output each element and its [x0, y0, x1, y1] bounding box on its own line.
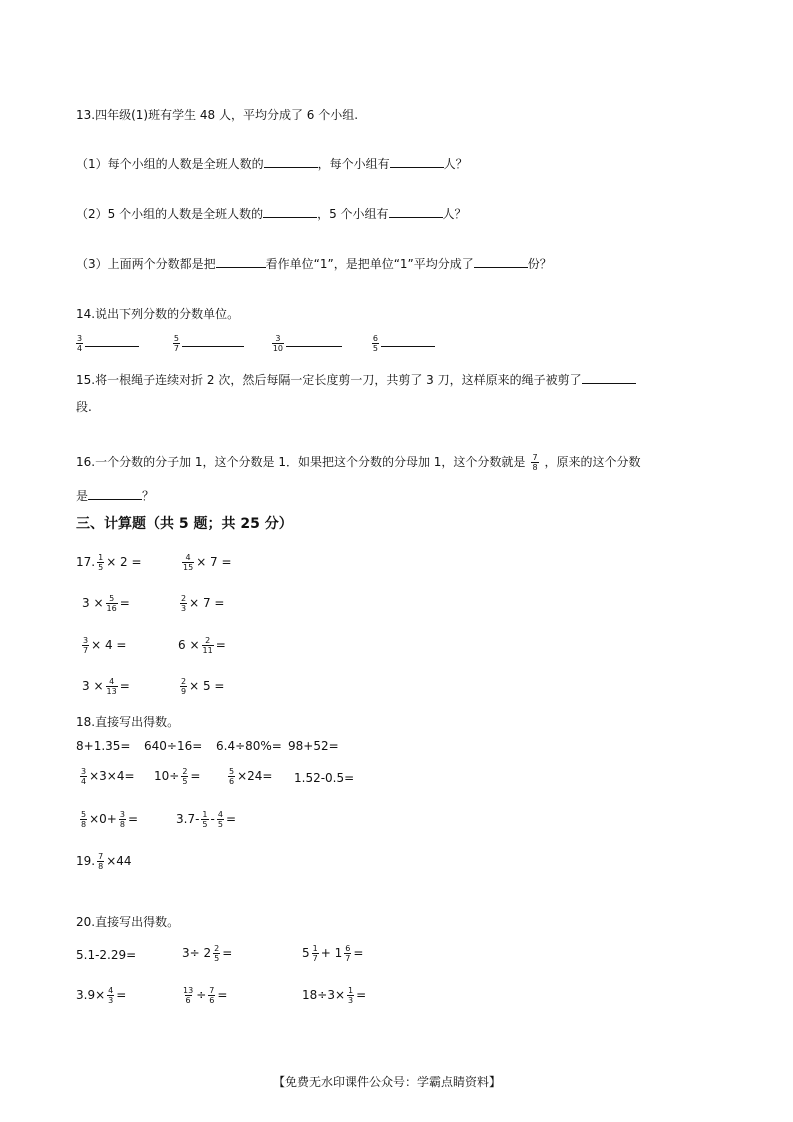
- q16-line2: 是 ？: [76, 489, 155, 503]
- q17-row2a: 3 × $\frac{5}{16}$ =: [82, 594, 130, 613]
- q18-row1-item: 8+1.35=: [76, 739, 131, 753]
- fraction: $\frac{7}{8}$: [532, 453, 538, 472]
- q17-row1b: $\frac{4}{15}$ × 7 =: [183, 553, 232, 572]
- q13-part1: （1）每个小组的人数是全班人数的 ，每个小组有 人？: [76, 157, 468, 171]
- q14-title: 14.说出下列分数的分数单位。: [76, 307, 240, 321]
- answer-blank[interactable]: [582, 371, 636, 384]
- q17-row4b: $\frac{2}{9}$ × 5 =: [181, 677, 225, 696]
- q18-row3b: 3.7- $\frac{1}{5}$ - $\frac{4}{5}$ =: [176, 810, 237, 829]
- answer-blank[interactable]: [390, 155, 444, 168]
- answer-blank[interactable]: [381, 334, 435, 347]
- q15-line1: 15.将一根绳子连续对折 2 次，然后每隔一定长度剪一刀，共剪了 3 刀，这样原来的绳子被剪了: [76, 371, 636, 388]
- section-heading: 三、计算题（共 5 题；共 25 分）: [76, 516, 293, 532]
- answer-blank[interactable]: [264, 155, 318, 168]
- answer-blank[interactable]: [182, 334, 244, 347]
- q18-row2a: $\frac{3}{4}$ ×3×4=: [81, 767, 135, 786]
- fraction: $\frac{3}{4}$: [77, 334, 83, 353]
- q17-row3a: $\frac{3}{7}$ × 4 =: [83, 636, 127, 655]
- q17-row4a: 3 × $\frac{4}{13}$ =: [82, 677, 130, 696]
- answer-blank[interactable]: [389, 205, 443, 218]
- q17-row2b: $\frac{2}{3}$ × 7 =: [181, 594, 225, 613]
- fraction: $\frac{3}{10}$: [272, 334, 284, 353]
- q20-title: 20.直接写出得数。: [76, 915, 180, 929]
- fraction: $\frac{6}{5}$: [372, 334, 378, 353]
- q13-part3: （3）上面两个分数都是把 看作单位“1”，是把单位“1”平均分成了 份？: [76, 257, 552, 271]
- answer-blank[interactable]: [88, 487, 142, 500]
- q18-row2b: 10÷ $\frac{2}{5}$ =: [154, 767, 201, 786]
- q18-row3a: $\frac{5}{8}$ ×0+ $\frac{3}{8}$ =: [81, 810, 138, 829]
- q16-line1: 16.一个分数的分子加 1，这个分数是 1．如果把这个分数的分母加 1，这个分数就是 $\frac{7}{8}$ ，原来的这个分数: [76, 453, 641, 472]
- q20-row2a: 3.9× $\frac{4}{3}$ =: [76, 986, 127, 1005]
- q14-fractions: [74, 334, 435, 353]
- q18-row1-item: 640÷16=: [144, 739, 203, 753]
- q19: 19. $\frac{7}{8}$ ×44: [76, 852, 132, 871]
- q18-row1-item: 98+52=: [288, 739, 339, 753]
- answer-blank[interactable]: [474, 255, 528, 268]
- answer-blank[interactable]: [286, 334, 342, 347]
- q13-title: 13.四年级(1)班有学生 48 人，平均分成了 6 个小组.: [76, 108, 359, 122]
- q17-row3b: 6 × $\frac{2}{11}$ =: [178, 636, 226, 655]
- page-footer: 【免费无水印课件公众号：学霸点睛资料】: [273, 1075, 502, 1089]
- q20-row1b: 3÷ 2 $\frac{2}{5}$ =: [182, 944, 233, 963]
- fraction: $\frac{5}{7}$: [173, 334, 180, 353]
- q18-title: 18.直接写出得数。: [76, 715, 180, 729]
- q18-row2c: $\frac{5}{6}$ ×24=: [229, 767, 273, 786]
- answer-blank[interactable]: [85, 334, 139, 347]
- q18-row1-item: 6.4÷80%=: [216, 739, 282, 753]
- q18-row2d: 1.52-0.5=: [294, 771, 355, 785]
- q13-part2: （2）5 个小组的人数是全班人数的 ，5 个小组有 人？: [76, 207, 467, 221]
- answer-blank[interactable]: [216, 255, 266, 268]
- q20-row2b: $\frac{13}{6}$ ÷ $\frac{7}{6}$ =: [183, 986, 228, 1005]
- answer-blank[interactable]: [263, 205, 317, 218]
- q15-line2: 段.: [76, 400, 92, 414]
- q17-row1a: 17. $\frac{1}{5}$ × 2 =: [76, 553, 142, 572]
- q20-row1c: 5 $\frac{1}{7}$ + 1 $\frac{6}{7}$ =: [302, 944, 364, 963]
- q20-row1a: 5.1-2.29=: [76, 948, 137, 962]
- q20-row2c: 18÷3× $\frac{1}{3}$ =: [302, 986, 367, 1005]
